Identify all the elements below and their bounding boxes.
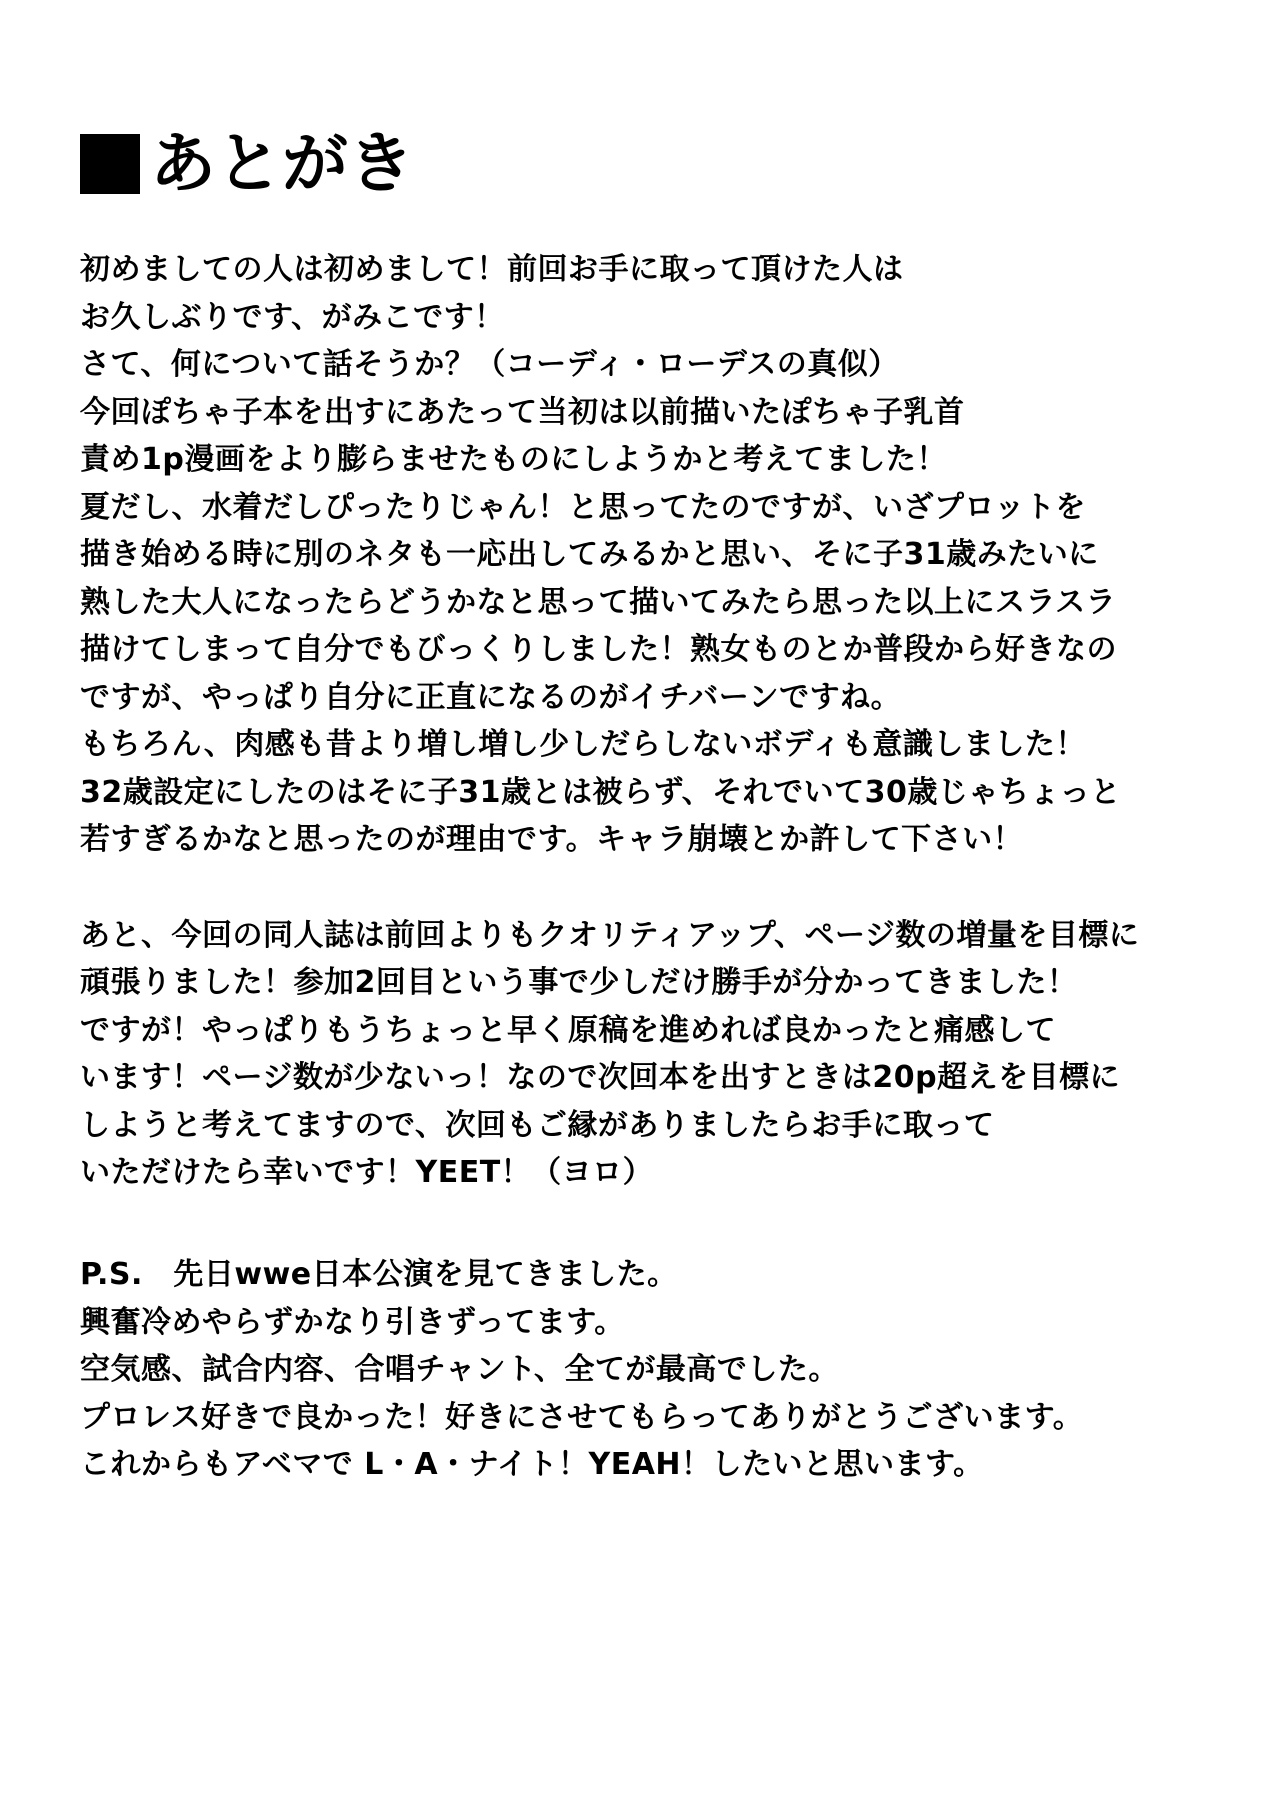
title-text: あとがき: [150, 125, 414, 202]
black-square-icon: [80, 134, 140, 194]
text-line: あと、今回の同人誌は前回よりもクオリティアップ、ページ数の増量を目標に: [80, 917, 1140, 953]
text-line: しようと考えてますので、次回もご縁がありましたらお手に取って: [80, 1107, 995, 1143]
text-line: 夏だし、水着だしぴったりじゃん！と思ってたのですが、いざプロットを: [80, 489, 1086, 525]
text-line: お久しぶりです、がみこです！: [80, 299, 505, 335]
page-title: [80, 126, 414, 202]
text-line: 興奮冷めやらずかなり引きずってます。: [80, 1304, 625, 1340]
text-line: ですが、やっぱり自分に正直になるのがイチバーンですね。: [80, 679, 902, 715]
text-line: 32歳設定にしたのはそに子31歳とは被らず、それでいて30歳じゃちょっと: [80, 774, 1121, 810]
text-line: 空気感、試合内容、合唱チャント、全てが最高でした。: [80, 1352, 839, 1387]
paragraph-1: [80, 250, 1220, 860]
paragraph-2: [80, 916, 1220, 1194]
text-line: いただけたら幸いです！YEET！（ヨロ）: [80, 1155, 654, 1190]
text-line: ですが！やっぱりもうちょっと早く原稿を進めれば良かったと痛感して: [80, 1012, 1056, 1048]
text-line: います！ページ数が少ないっ！なので次回本を出すときは20p超えを目標に: [80, 1060, 1121, 1095]
text-line: 熟した大人になったらどうかなと思って描いてみたら思った以上にスラスラ: [80, 584, 1117, 620]
text-line: 責め1p漫画をより膨らませたものにしようかと考えてました！: [80, 442, 947, 477]
text-line: 初めましての人は初めまして！前回お手に取って頂けた人は: [80, 252, 904, 287]
text-line: P.S. 先日wwe日本公演を見てきました。: [80, 1257, 678, 1292]
text-line: これからもアベマで L・A・ナイト！YEAH！したいと思います。: [80, 1447, 984, 1482]
text-line: もちろん、肉感も昔より増し増し少しだらしないボディも意識しました！: [80, 727, 1086, 762]
text-line: 頑張りました！参加2回目という事で少しだけ勝手が分かってきました！: [80, 965, 1078, 1000]
text-line: 若すぎるかなと思ったのが理由です。キャラ崩壊とか許して下さい！: [80, 822, 1024, 857]
text-line: 描き始める時に別のネタも一応出してみるかと思い、そに子31歳みたいに: [80, 537, 1099, 572]
text-line: 描けてしまって自分でもびっくりしました！熟女ものとか普段から好きなの: [80, 632, 1117, 667]
postscript: [80, 1255, 1220, 1493]
text-line: プロレス好きで良かった！好きにさせてもらってありがとうございます。: [80, 1399, 1084, 1435]
afterword-body: [80, 250, 1220, 1201]
paragraph-spacer: [80, 868, 1220, 916]
text-line: さて、何について話そうか？（コーディ・ローデスの真似）: [80, 347, 899, 382]
text-line: 今回ぽちゃ子本を出すにあたって当初は以前描いたぽちゃ子乳首: [80, 394, 965, 430]
